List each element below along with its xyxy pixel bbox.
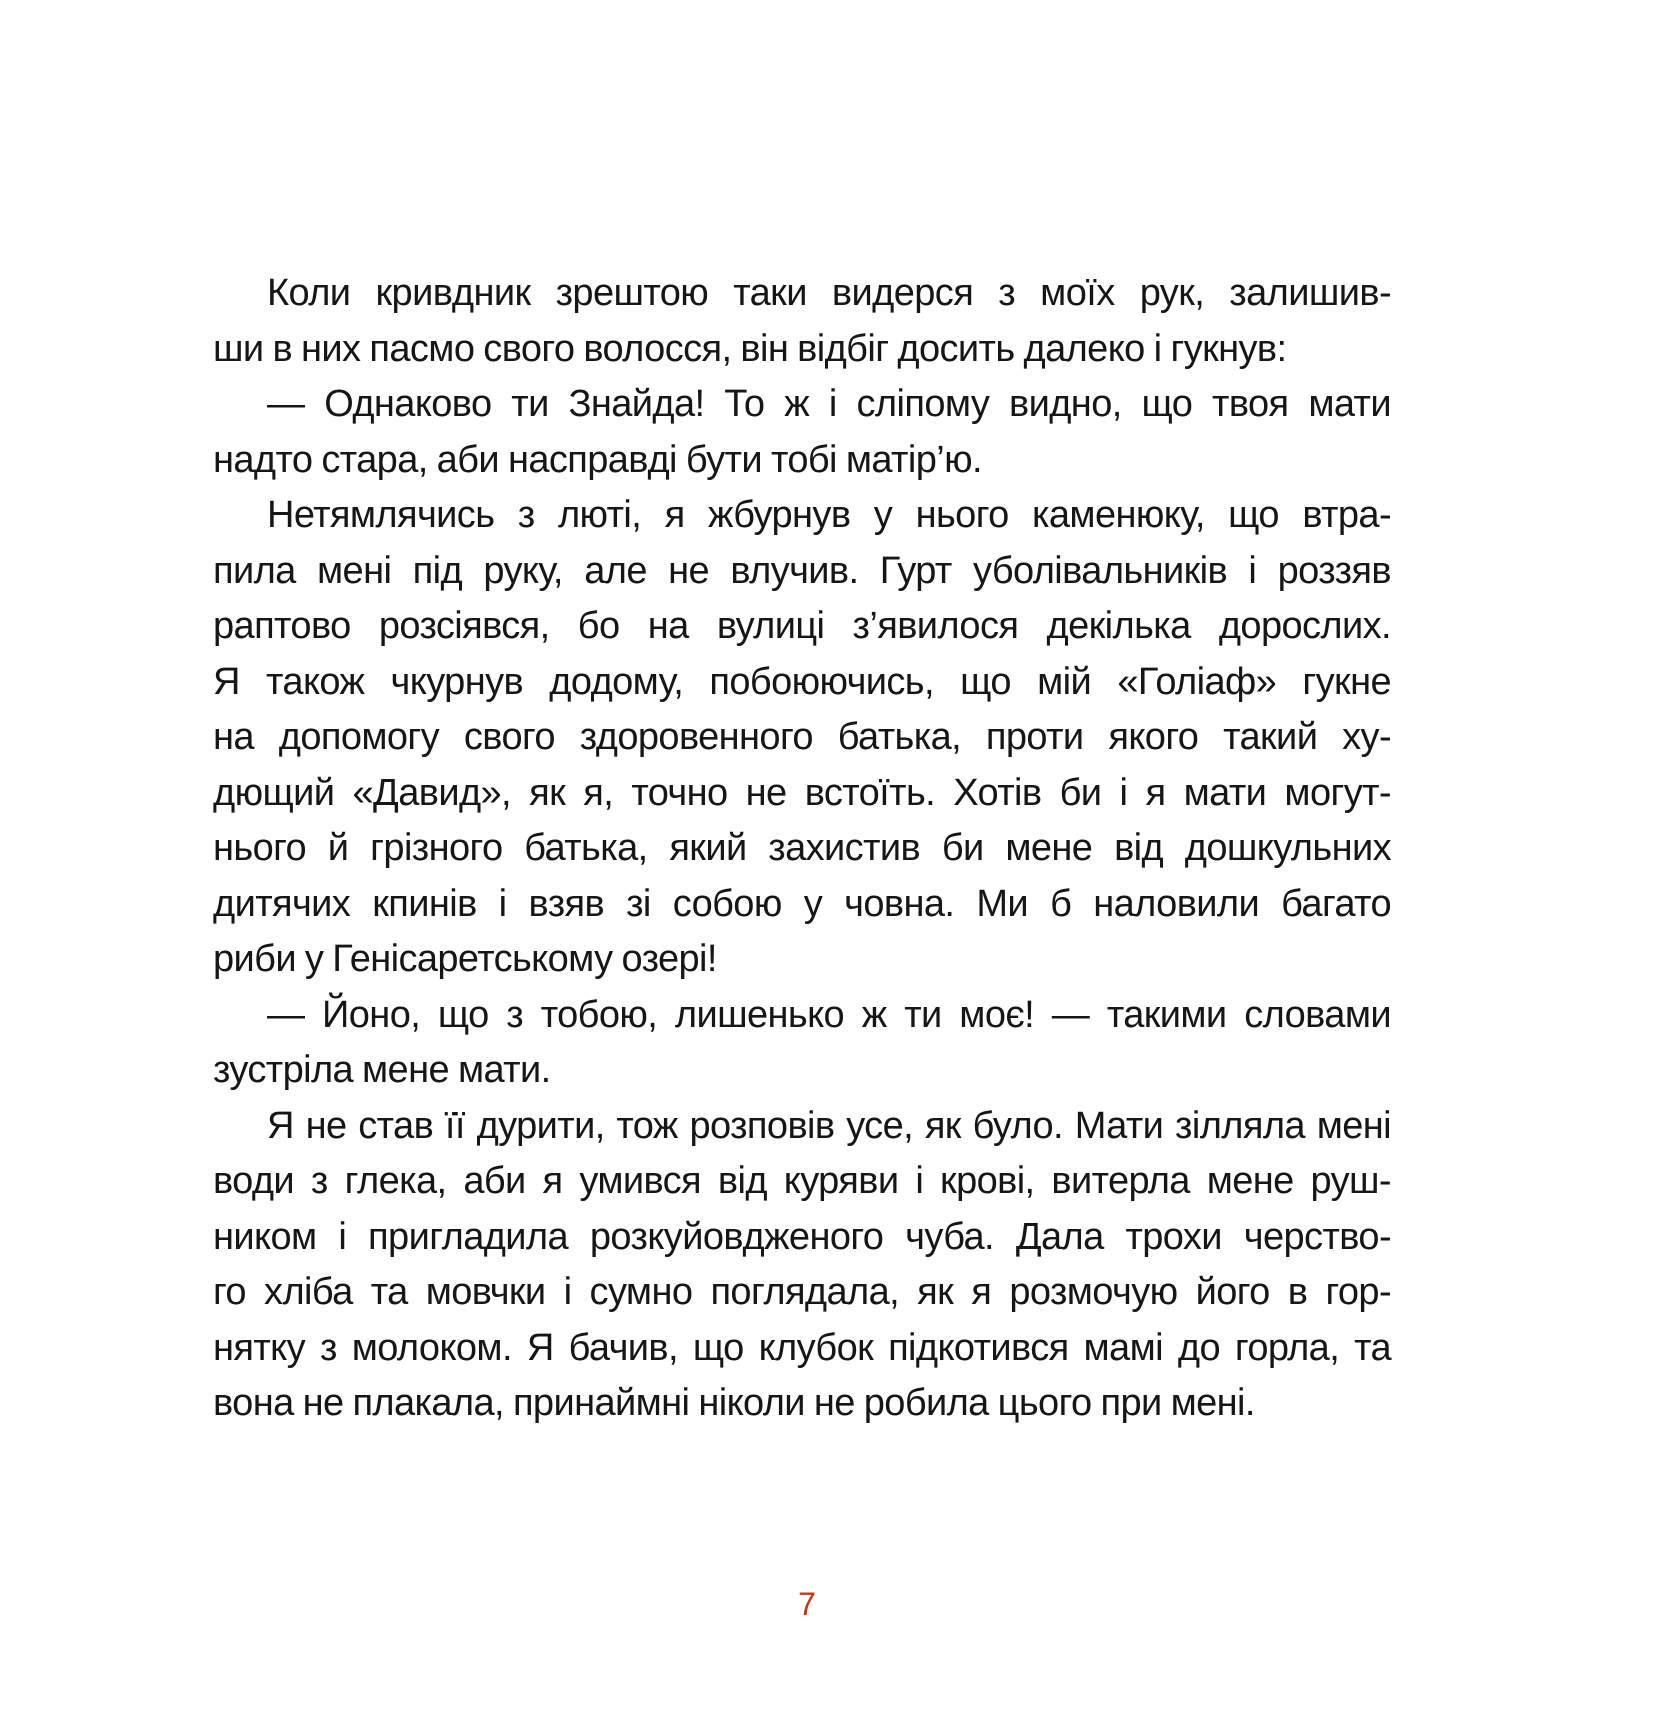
body-text: [213, 266, 1391, 1432]
text-line: го хліба та мовчки і сумно поглядала, як я розмочую його в гор-: [213, 1271, 1391, 1313]
text-line: Нетямлячись з люті, я жбурнув у нього каменюку, що втра-: [267, 494, 1391, 536]
text-line: дющий «Давид», як я, точно не встоїть. Хотів би і я мати могут-: [213, 771, 1391, 814]
text-line: вона не плакала, принаймні ніколи не робила цього при мені.: [213, 1382, 1255, 1424]
text-line: ши в них пасмо свого волосся, він відбіг досить далеко і гукнув:: [213, 327, 1287, 370]
text-line: Я також чкурнув додому, побоюючись, що мій «Голіаф» гукне: [213, 660, 1391, 703]
text-line: води з глека, аби я умився від куряви і крові, витерла мене руш-: [213, 1160, 1391, 1202]
text-line: ником і пригладила розкуйовдженого чуба. Дала трохи черство-: [213, 1215, 1391, 1258]
text-line: зустріла мене мати.: [213, 1049, 551, 1091]
page-number: 7: [798, 1586, 816, 1622]
text-line: надто стара, аби насправді бути тобі матір’ю.: [213, 438, 982, 481]
text-line: нього й грізного батька, який захистив би мене від дошкульних: [213, 827, 1391, 869]
text-line: — Однаково ти Знайда! То ж і сліпому видно, що твоя мати: [267, 383, 1391, 425]
text-line: — Йоно, що з тобою, лишенько ж ти моє! — такими словами: [267, 993, 1391, 1036]
text-line: риби у Генісаретському озері!: [213, 938, 717, 980]
text-line: раптово розсіявся, бо на вулиці з’явилося декілька дорослих.: [213, 605, 1391, 647]
text-line: Я не став її дурити, тож розповів усе, як було. Мати зілляла мені: [267, 1104, 1391, 1147]
text-line: дитячих кпинів і взяв зі собою у човна. Ми б наловили багато: [213, 882, 1391, 925]
text-line: Коли кривдник зрештою таки видерся з моїх рук, залишив-: [267, 272, 1391, 314]
text-line: нятку з молоком. Я бачив, що клубок підкотився мамі до горла, та: [213, 1326, 1391, 1369]
text-line: на допомогу свого здоровенного батька, проти якого такий ху-: [213, 716, 1391, 758]
text-line: пила мені під руку, але не влучив. Гурт уболівальників і роззяв: [213, 549, 1391, 592]
